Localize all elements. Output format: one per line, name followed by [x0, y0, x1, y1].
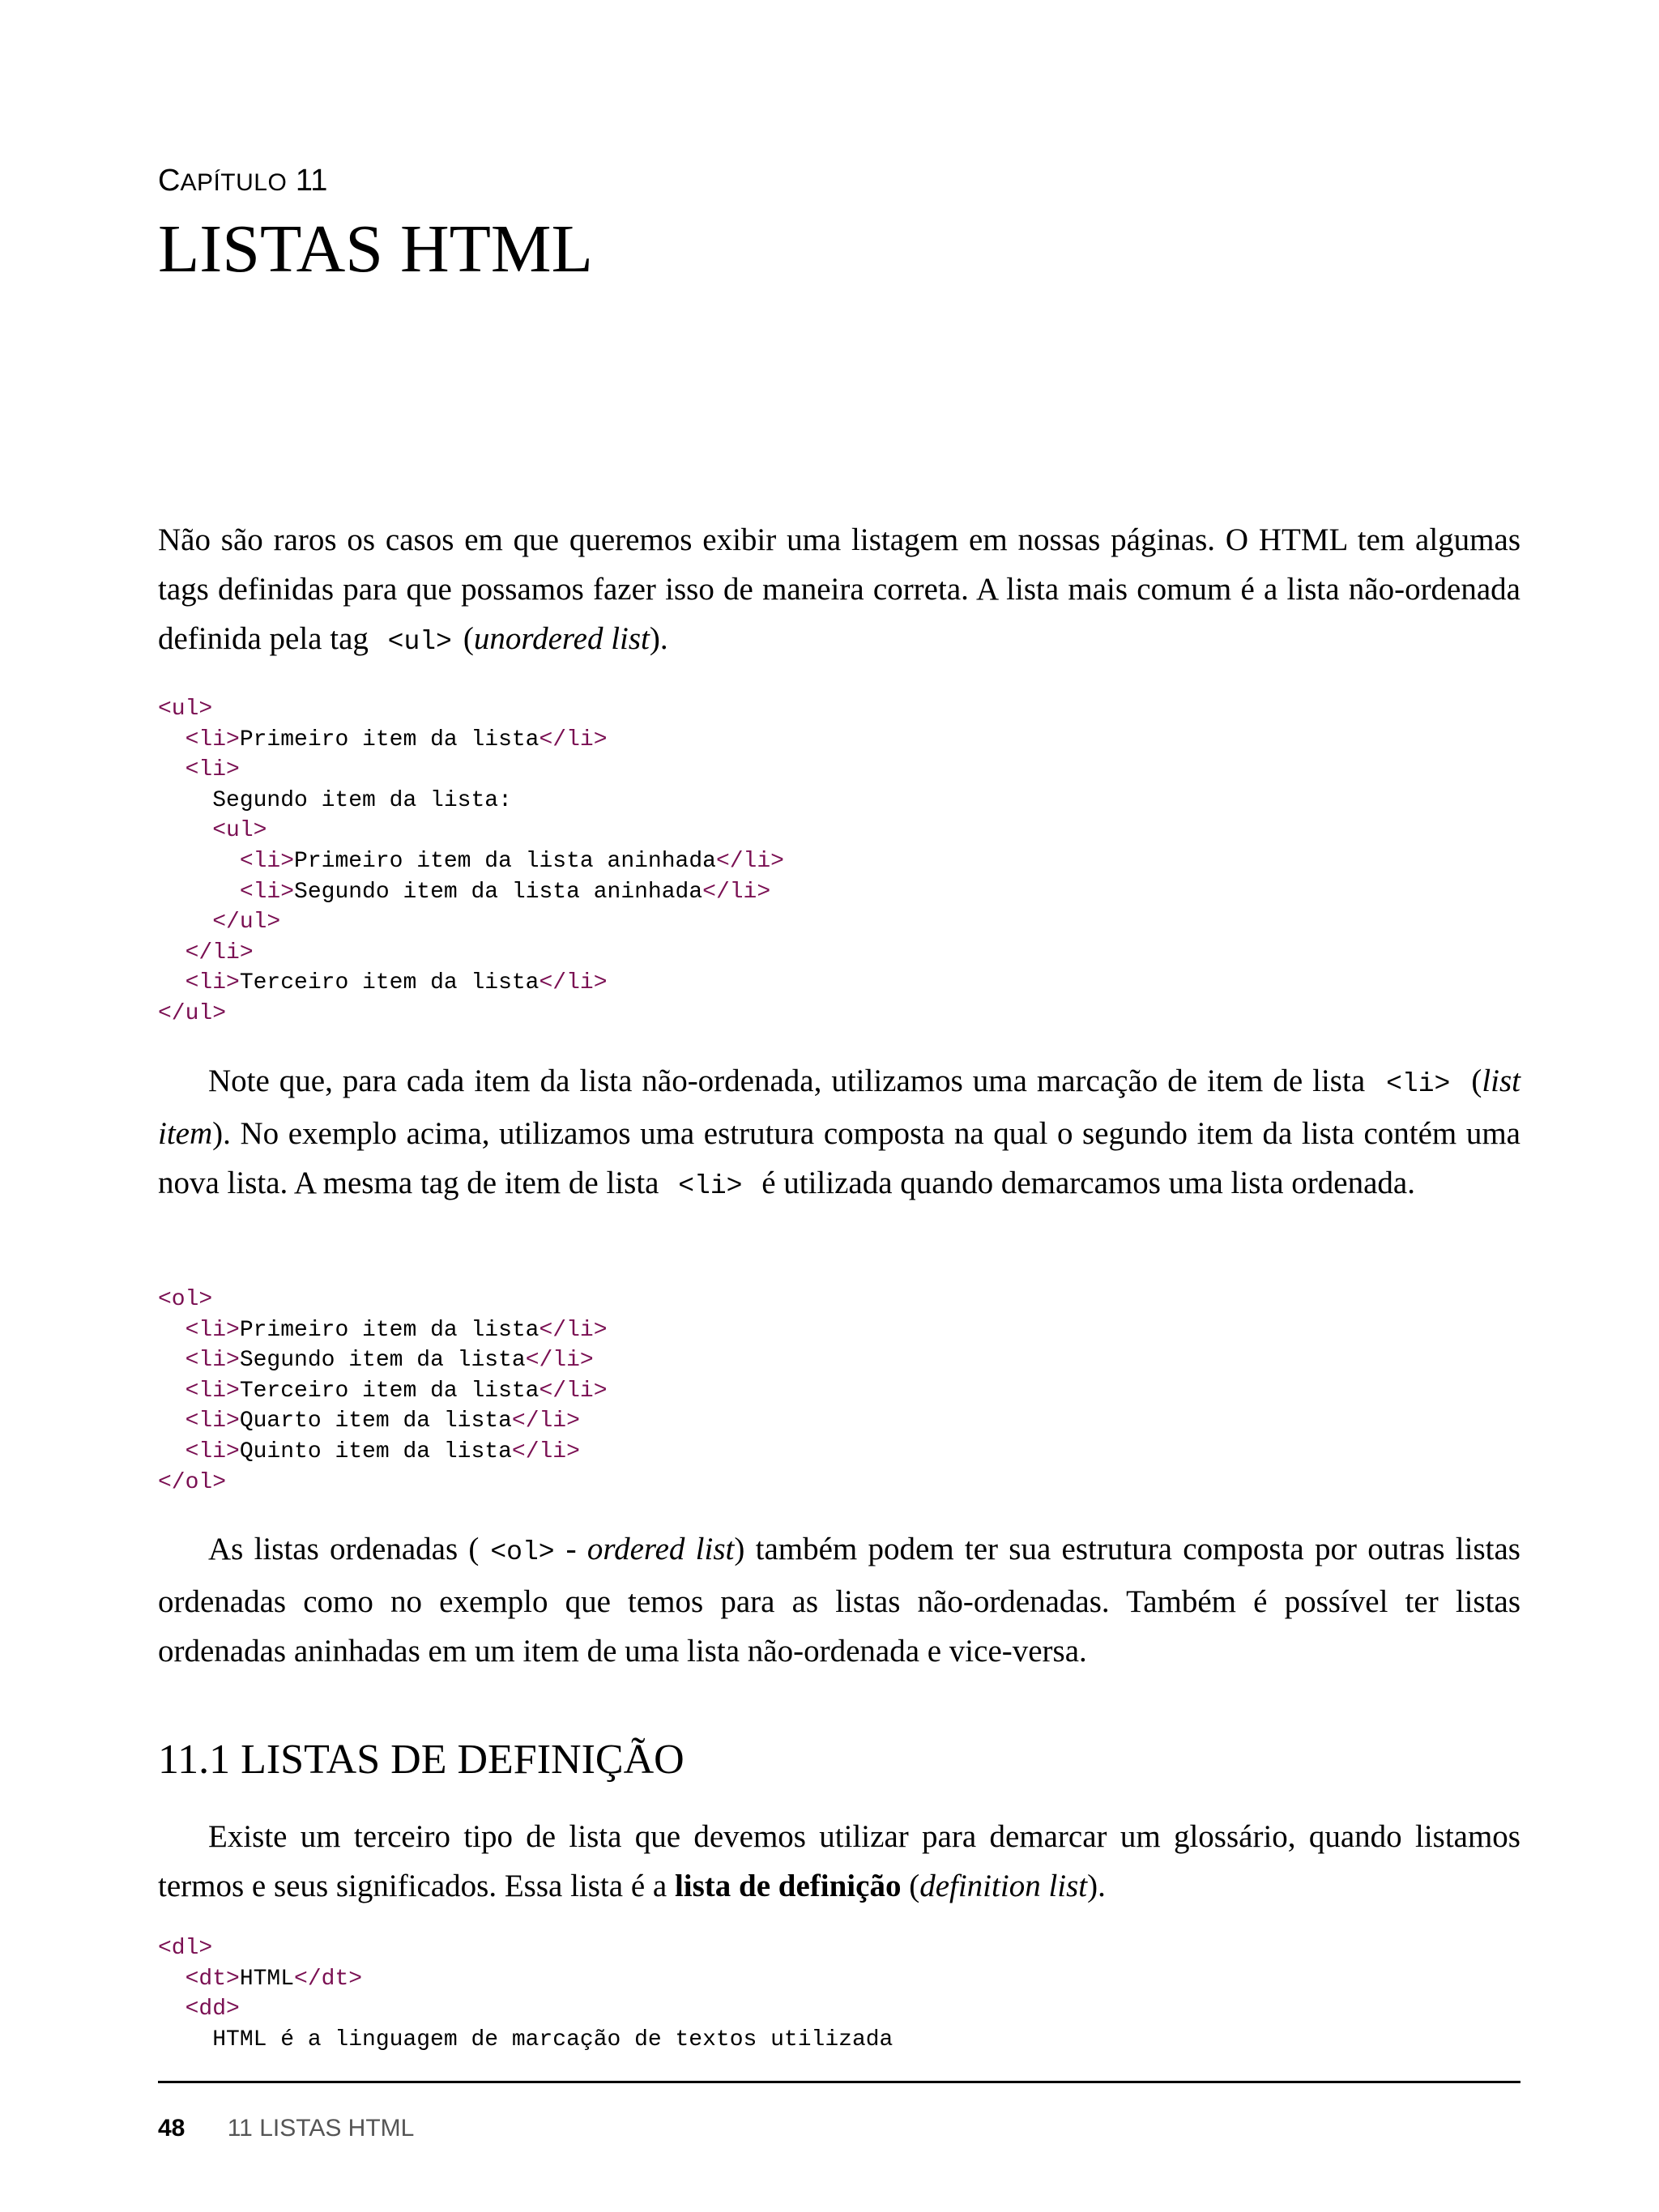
- code-text: [158, 1379, 186, 1404]
- code-text: [158, 727, 186, 752]
- code-text: [158, 1997, 186, 2022]
- code-text: [158, 757, 186, 782]
- code-tag: <li>: [185, 1438, 240, 1464]
- emphasis-text: ordered list: [586, 1532, 735, 1566]
- page-number: 48: [158, 2115, 186, 2142]
- code-line: [158, 1933, 893, 1964]
- chapter-number: 11: [295, 164, 328, 198]
- code-tag: </li>: [185, 940, 254, 965]
- paragraph-text: As listas ordenadas (: [208, 1532, 480, 1566]
- code-block-ul: [158, 694, 784, 1029]
- code-tag: <li>: [185, 757, 240, 783]
- code-text: [158, 818, 212, 843]
- paragraph-text: -: [565, 1532, 587, 1566]
- paragraph-definition: [158, 1812, 1520, 1911]
- inline-code: <ul>: [387, 627, 452, 657]
- inline-code: <ol>: [490, 1537, 555, 1567]
- code-tag: </li>: [511, 1438, 580, 1464]
- code-tag: </ul>: [212, 910, 281, 936]
- code-text: Quarto item da lista: [239, 1409, 512, 1434]
- paragraph-text: (: [901, 1869, 920, 1903]
- paragraph-text: Não são raros os casos em que queremos exibir uma listagem em nossas páginas. O HTML tem algumas tags definidas para que possamos fazer isso de maneira correta. A lista mais comum é a lista não-ordenada definida pela tag: [158, 522, 1520, 656]
- code-text: [158, 910, 212, 935]
- code-text: Primeiro item da lista aninhada: [294, 848, 716, 874]
- code-tag: <li>: [185, 727, 240, 752]
- code-text: Quinto item da lista: [239, 1438, 512, 1464]
- code-line: [158, 1345, 608, 1376]
- code-line: [158, 694, 784, 725]
- code-tag: <ul>: [158, 697, 213, 722]
- paragraph-ol-note: [158, 1524, 1520, 1676]
- code-block-ol: [158, 1285, 608, 1498]
- code-tag: </ul>: [158, 1000, 227, 1026]
- code-tag: <dt>: [185, 1966, 240, 1992]
- code-tag: </li>: [539, 727, 608, 752]
- code-line: [158, 755, 784, 786]
- code-line: [158, 1406, 608, 1437]
- code-line: [158, 2025, 893, 2056]
- code-text: [158, 1967, 186, 1992]
- paragraph-text: Note que, para cada item da lista não-ordenada, utilizamos uma marcação de item de lista: [208, 1063, 1366, 1098]
- chapter-label-word: APÍTULO: [180, 169, 288, 196]
- code-text: HTML é a linguagem de marcação de textos utilizada: [158, 2027, 893, 2052]
- code-line: [158, 877, 784, 908]
- code-tag: </li>: [525, 1348, 594, 1374]
- code-tag: <ol>: [158, 1287, 213, 1312]
- code-text: HTML: [239, 1966, 295, 1992]
- code-text: [158, 1348, 186, 1373]
- code-text: Segundo item da lista:: [158, 787, 512, 813]
- code-tag: <li>: [239, 879, 295, 905]
- code-tag: </li>: [539, 970, 608, 996]
- running-title: 11 LISTAS HTML: [227, 2115, 415, 2142]
- code-tag: <li>: [185, 1409, 240, 1434]
- code-text: Segundo item da lista aninhada: [294, 879, 703, 905]
- code-text: [158, 1409, 186, 1434]
- code-text: Segundo item da lista: [239, 1348, 526, 1374]
- paragraph-text: Existe um terceiro tipo de lista que devemos utilizar para demarcar um glossário, quando listamos termos e seus significados. Essa lista é a: [158, 1819, 1520, 1903]
- code-tag: </li>: [511, 1409, 580, 1434]
- code-tag: <li>: [185, 1348, 240, 1374]
- code-text: Primeiro item da lista: [239, 727, 539, 752]
- paragraph-text: ).: [1087, 1869, 1106, 1903]
- code-text: [158, 1318, 186, 1343]
- code-tag: </li>: [539, 1378, 608, 1404]
- code-line: [158, 786, 784, 816]
- code-tag: </dt>: [294, 1966, 363, 1992]
- code-line: [158, 1994, 893, 2025]
- bold-text: lista de definição: [674, 1869, 902, 1903]
- section-heading: 11.1 LISTAS DE DEFINIÇÃO: [158, 1737, 684, 1783]
- code-text: [158, 880, 240, 905]
- paragraph-text: (: [1471, 1063, 1482, 1098]
- code-tag: </li>: [702, 879, 771, 905]
- code-text: Primeiro item da lista: [239, 1317, 539, 1343]
- inline-code: <li>: [678, 1171, 743, 1201]
- emphasis-text: list item: [158, 1063, 1521, 1151]
- code-line: [158, 1468, 608, 1498]
- footer-divider: [158, 2081, 1520, 2083]
- code-text: [158, 849, 240, 874]
- code-line: [158, 1964, 893, 1995]
- code-tag: <li>: [185, 1317, 240, 1343]
- code-line: [158, 1315, 608, 1346]
- code-text: [158, 940, 186, 965]
- code-block-dl: [158, 1933, 893, 2055]
- chapter-label-initial: C: [158, 164, 181, 198]
- code-line: [158, 846, 784, 877]
- paragraph-text: ) também podem ter sua estrutura composta por outras listas ordenadas como no exemplo que temos para as listas não-ordenadas. Também é possível ter listas ordenadas aninhadas em um item de uma lista não-ordenada e vice-versa.: [158, 1532, 1520, 1669]
- paragraph-li-note: [158, 1056, 1520, 1211]
- code-tag: <ul>: [212, 818, 267, 844]
- paragraph-text: ).: [649, 621, 668, 656]
- code-tag: </li>: [715, 848, 784, 874]
- code-text: Terceiro item da lista: [239, 970, 539, 996]
- page-footer: [158, 2112, 414, 2145]
- code-tag: <li>: [185, 970, 240, 996]
- code-line: [158, 1437, 608, 1468]
- code-line: [158, 1376, 608, 1407]
- inline-code: <li>: [1386, 1069, 1451, 1099]
- code-line: [158, 968, 784, 999]
- paragraph-text: ). No exemplo acima, utilizamos uma estrutura composta na qual o segundo item da lista contém uma nova lista. A mesma tag de item de lista: [158, 1116, 1520, 1200]
- code-text: [158, 1439, 186, 1464]
- code-tag: <li>: [185, 1378, 240, 1404]
- paragraph-text: é utilizada quando demarcamos uma lista ordenada.: [761, 1166, 1415, 1200]
- code-tag: </ol>: [158, 1469, 227, 1495]
- code-text: [158, 970, 186, 995]
- code-line: [158, 938, 784, 969]
- code-text: Terceiro item da lista: [239, 1378, 539, 1404]
- code-line: [158, 999, 784, 1029]
- chapter-title: LISTAS HTML: [158, 211, 593, 287]
- code-line: [158, 725, 784, 756]
- emphasis-text: unordered list: [473, 621, 650, 656]
- code-tag: <dl>: [158, 1936, 213, 1961]
- code-tag: <dd>: [185, 1997, 240, 2022]
- code-line: [158, 816, 784, 846]
- paragraph-intro: [158, 515, 1520, 667]
- code-tag: <li>: [239, 848, 295, 874]
- code-tag: </li>: [539, 1317, 608, 1343]
- code-line: [158, 907, 784, 938]
- chapter-label: [158, 162, 327, 202]
- document-page: [158, 0, 1520, 2212]
- code-line: [158, 1285, 608, 1315]
- paragraph-text: (: [463, 621, 474, 656]
- emphasis-text: definition list: [919, 1869, 1088, 1903]
